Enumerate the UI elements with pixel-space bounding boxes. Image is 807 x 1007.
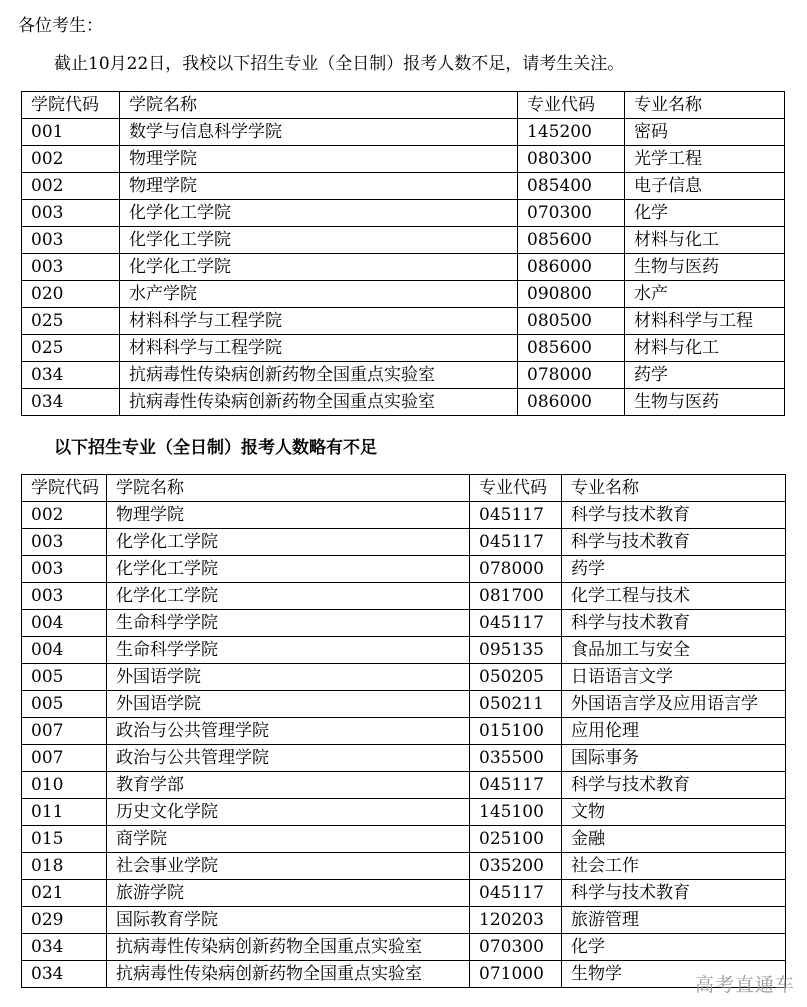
header-cell: 专业名称	[625, 92, 785, 119]
table-cell: 003	[22, 200, 120, 227]
table-cell: 材料科学与工程	[625, 308, 785, 335]
table-cell: 003	[22, 583, 107, 610]
table-cell: 018	[22, 853, 107, 880]
table-cell: 005	[22, 664, 107, 691]
table-cell: 007	[22, 745, 107, 772]
table-row	[22, 119, 785, 146]
table-cell: 材料与化工	[625, 227, 785, 254]
table-cell: 081700	[470, 583, 562, 610]
table-row	[22, 880, 786, 907]
table-row	[22, 254, 785, 281]
table-cell: 011	[22, 799, 107, 826]
table-cell: 021	[22, 880, 107, 907]
table-cell: 045117	[470, 610, 562, 637]
table-cell: 080500	[518, 308, 625, 335]
table-cell: 生物学	[562, 961, 786, 988]
table-cell: 抗病毒性传染病创新药物全国重点实验室	[107, 934, 470, 961]
table-cell: 科学与技术教育	[562, 880, 786, 907]
table-cell: 食品加工与安全	[562, 637, 786, 664]
table-cell: 科学与技术教育	[562, 610, 786, 637]
table-cell: 003	[22, 529, 107, 556]
table-cell: 化学	[562, 934, 786, 961]
table-cell: 数学与信息科学学院	[120, 119, 518, 146]
table-cell: 034	[22, 389, 120, 416]
table-cell: 材料与化工	[625, 335, 785, 362]
table-row	[22, 227, 785, 254]
table-cell: 086000	[518, 389, 625, 416]
table-cell: 社会工作	[562, 853, 786, 880]
table-row	[22, 637, 786, 664]
table-row	[22, 961, 786, 988]
table-cell: 教育学部	[107, 772, 470, 799]
header-cell: 专业名称	[562, 475, 786, 502]
table-cell: 化学化工学院	[120, 254, 518, 281]
table-cell: 078000	[470, 556, 562, 583]
table-cell: 085600	[518, 335, 625, 362]
table-cell: 020	[22, 281, 120, 308]
table-cell: 生命科学学院	[107, 610, 470, 637]
table-cell: 120203	[470, 907, 562, 934]
table1-body	[22, 92, 785, 416]
table-cell: 物理学院	[120, 173, 518, 200]
table-cell: 物理学院	[107, 502, 470, 529]
table-row	[22, 200, 785, 227]
table-cell: 科学与技术教育	[562, 529, 786, 556]
table-cell: 071000	[470, 961, 562, 988]
table-cell: 003	[22, 227, 120, 254]
table-cell: 029	[22, 907, 107, 934]
table-row	[22, 853, 786, 880]
table-header-row	[22, 92, 785, 119]
table-cell: 科学与技术教育	[562, 772, 786, 799]
table-cell: 化学化工学院	[107, 556, 470, 583]
table-cell: 002	[22, 502, 107, 529]
table-cell: 015100	[470, 718, 562, 745]
table-cell: 水产	[625, 281, 785, 308]
table-cell: 010	[22, 772, 107, 799]
table-cell: 085400	[518, 173, 625, 200]
header-cell: 学院代码	[22, 92, 120, 119]
table-cell: 政治与公共管理学院	[107, 745, 470, 772]
table-header-row	[22, 475, 786, 502]
table-row	[22, 664, 786, 691]
table-cell: 抗病毒性传染病创新药物全国重点实验室	[120, 362, 518, 389]
table-cell: 095135	[470, 637, 562, 664]
table-cell: 145100	[470, 799, 562, 826]
table-cell: 050211	[470, 691, 562, 718]
table-row	[22, 502, 786, 529]
table-cell: 日语语言文学	[562, 664, 786, 691]
table-cell: 历史文化学院	[107, 799, 470, 826]
table-row	[22, 718, 786, 745]
table-cell: 抗病毒性传染病创新药物全国重点实验室	[120, 389, 518, 416]
table-cell: 034	[22, 961, 107, 988]
table-cell: 045117	[470, 502, 562, 529]
table-cell: 金融	[562, 826, 786, 853]
table-cell: 034	[22, 934, 107, 961]
table-cell: 050205	[470, 664, 562, 691]
table-cell: 004	[22, 637, 107, 664]
table-cell: 政治与公共管理学院	[107, 718, 470, 745]
table-cell: 001	[22, 119, 120, 146]
table-row	[22, 691, 786, 718]
table-row	[22, 556, 786, 583]
table-row	[22, 362, 785, 389]
table-cell: 国际教育学院	[107, 907, 470, 934]
table-cell: 045117	[470, 772, 562, 799]
table-cell: 003	[22, 254, 120, 281]
header-cell: 学院名称	[107, 475, 470, 502]
table-cell: 015	[22, 826, 107, 853]
table-cell: 045117	[470, 880, 562, 907]
header-cell: 专业代码	[470, 475, 562, 502]
table-cell: 应用伦理	[562, 718, 786, 745]
table-row	[22, 907, 786, 934]
table-cell: 045117	[470, 529, 562, 556]
table-cell: 药学	[625, 362, 785, 389]
header-cell: 学院代码	[22, 475, 107, 502]
watermark-text: 高考直通车	[694, 974, 795, 996]
table-cell: 086000	[518, 254, 625, 281]
table-cell: 034	[22, 362, 120, 389]
table-cell: 光学工程	[625, 146, 785, 173]
table-cell: 035200	[470, 853, 562, 880]
table-row	[22, 389, 785, 416]
insufficient-applicants-table	[21, 91, 785, 416]
table-cell: 025	[22, 308, 120, 335]
table-cell: 旅游管理	[562, 907, 786, 934]
table-cell: 旅游学院	[107, 880, 470, 907]
table-cell: 社会事业学院	[107, 853, 470, 880]
table-cell: 材料科学与工程学院	[120, 308, 518, 335]
table-cell: 外国语学院	[107, 691, 470, 718]
table-cell: 002	[22, 173, 120, 200]
table-cell: 070300	[518, 200, 625, 227]
table-row	[22, 308, 785, 335]
table-cell: 004	[22, 610, 107, 637]
table-row	[22, 335, 785, 362]
table-cell: 化学化工学院	[120, 200, 518, 227]
table-cell: 化学化工学院	[107, 583, 470, 610]
table-cell: 080300	[518, 146, 625, 173]
table-row	[22, 799, 786, 826]
table-cell: 外国语言学及应用语言学	[562, 691, 786, 718]
table-cell: 025	[22, 335, 120, 362]
table-cell: 005	[22, 691, 107, 718]
table-cell: 国际事务	[562, 745, 786, 772]
subheading-text: 以下招生专业（全日制）报考人数略有不足	[54, 438, 377, 458]
table-cell: 003	[22, 556, 107, 583]
table-cell: 生命科学学院	[107, 637, 470, 664]
table-cell: 002	[22, 146, 120, 173]
table-cell: 材料科学与工程学院	[120, 335, 518, 362]
table-cell: 外国语学院	[107, 664, 470, 691]
table-cell: 145200	[518, 119, 625, 146]
slightly-insufficient-applicants-table	[21, 474, 786, 988]
table-cell: 090800	[518, 281, 625, 308]
table-row	[22, 826, 786, 853]
table-row	[22, 529, 786, 556]
table2-body	[22, 475, 786, 988]
table-cell: 化学	[625, 200, 785, 227]
table-cell: 物理学院	[120, 146, 518, 173]
greeting-text: 各位考生：	[18, 16, 103, 36]
table-row	[22, 610, 786, 637]
table-cell: 035500	[470, 745, 562, 772]
table-cell: 085600	[518, 227, 625, 254]
table-cell: 化学化工学院	[120, 227, 518, 254]
table-cell: 078000	[518, 362, 625, 389]
table-cell: 商学院	[107, 826, 470, 853]
table-row	[22, 745, 786, 772]
table-cell: 生物与医药	[625, 389, 785, 416]
table-row	[22, 173, 785, 200]
table-row	[22, 772, 786, 799]
table-row	[22, 281, 785, 308]
header-cell: 专业代码	[518, 92, 625, 119]
table-cell: 科学与技术教育	[562, 502, 786, 529]
table-cell: 生物与医药	[625, 254, 785, 281]
table-cell: 水产学院	[120, 281, 518, 308]
table-cell: 电子信息	[625, 173, 785, 200]
table-cell: 化学化工学院	[107, 529, 470, 556]
table-cell: 025100	[470, 826, 562, 853]
table-cell: 007	[22, 718, 107, 745]
table-row	[22, 583, 786, 610]
table-cell: 密码	[625, 119, 785, 146]
table-cell: 070300	[470, 934, 562, 961]
header-cell: 学院名称	[120, 92, 518, 119]
table-cell: 文物	[562, 799, 786, 826]
table-row	[22, 934, 786, 961]
table-cell: 化学工程与技术	[562, 583, 786, 610]
table-row	[22, 146, 785, 173]
notice-text: 截止10月22日，我校以下招生专业（全日制）报考人数不足，请考生关注。	[54, 54, 625, 74]
table-cell: 抗病毒性传染病创新药物全国重点实验室	[107, 961, 470, 988]
table-cell: 药学	[562, 556, 786, 583]
